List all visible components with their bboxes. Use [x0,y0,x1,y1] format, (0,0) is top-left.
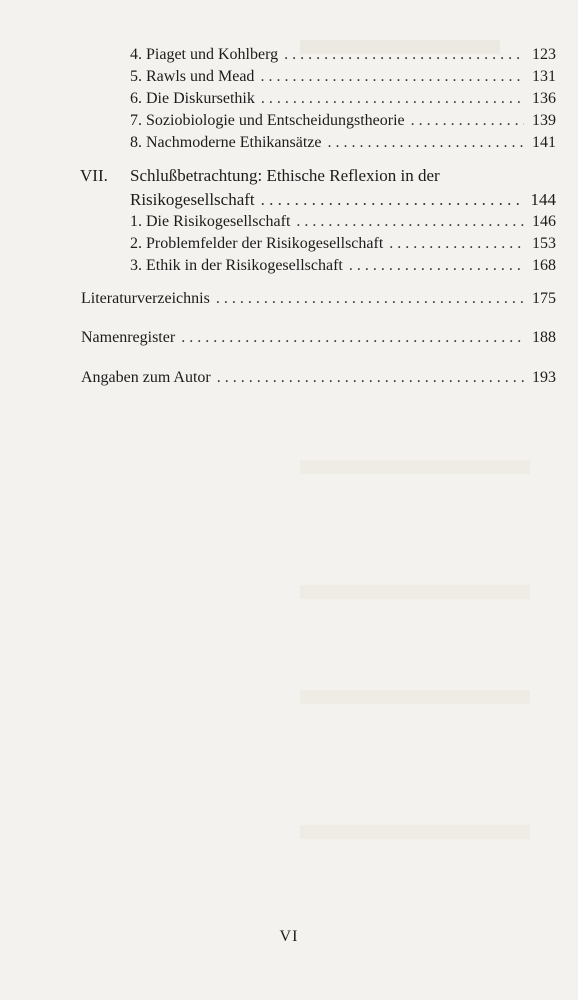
entry-title: 3. Ethik in der Risikogesellschaft [130,257,343,274]
bleed-through-shadow [300,825,530,839]
entry-title: Literaturverzeichnis [81,290,210,307]
toc-entry [81,327,556,349]
toc-entry [81,367,556,389]
entry-page: 139 [532,112,556,129]
toc-entry [81,288,556,310]
entry-page: 146 [532,213,556,230]
chapter-number: VII. [80,166,108,185]
toc-entry [130,88,556,110]
entry-title: 1. Die Risikogesellschaft [130,213,291,230]
entry-page: 141 [532,134,556,151]
toc-entry [130,255,556,277]
toc-entry [130,233,556,255]
entry-page: 131 [532,68,556,85]
dot-leader [181,327,524,349]
entry-page: 168 [532,257,556,274]
toc-entry [130,132,556,154]
toc-entry [130,211,556,233]
toc-entry [130,44,556,66]
dot-leader [216,288,524,310]
entry-title: Angaben zum Autor [81,369,211,386]
dot-leader [261,188,524,212]
page-number: VI [279,928,299,945]
entry-page: 144 [530,190,556,209]
entry-title: 6. Die Diskursethik [130,90,255,107]
dot-leader [260,66,524,88]
bleed-through-shadow [300,585,530,599]
dot-leader [411,110,524,132]
entry-title: 2. Problemfelder der Risikogesellschaft [130,235,384,252]
dot-leader [217,367,524,389]
bleed-through-shadow [300,460,530,474]
entry-title: 7. Soziobiologie und Entscheidungstheorie [130,112,405,129]
dot-leader [327,132,524,154]
dot-leader [261,88,524,110]
entry-page: 136 [532,90,556,107]
entry-page: 175 [532,290,556,307]
entry-page: 193 [532,369,556,386]
dot-leader [349,255,524,277]
toc-entry [130,110,556,132]
entry-page: 123 [532,46,556,63]
entry-title: Namenregister [81,329,176,346]
entry-page: 188 [532,329,556,346]
chapter-title: Schlußbetrachtung: Ethische Reflexion in der [130,166,440,185]
entry-title: 5. Rawls und Mead [130,68,255,85]
chapter-title-continued: Risikogesellschaft [130,190,255,209]
dot-leader [284,44,524,66]
bleed-through-shadow [300,690,530,704]
entry-page: 153 [532,235,556,252]
dot-leader [296,211,524,233]
toc-entry [130,188,556,212]
entry-title: 8. Nachmoderne Ethikansätze [130,134,322,151]
toc-entry [130,66,556,88]
entry-title: 4. Piaget und Kohlberg [130,46,279,63]
dot-leader [389,233,524,255]
